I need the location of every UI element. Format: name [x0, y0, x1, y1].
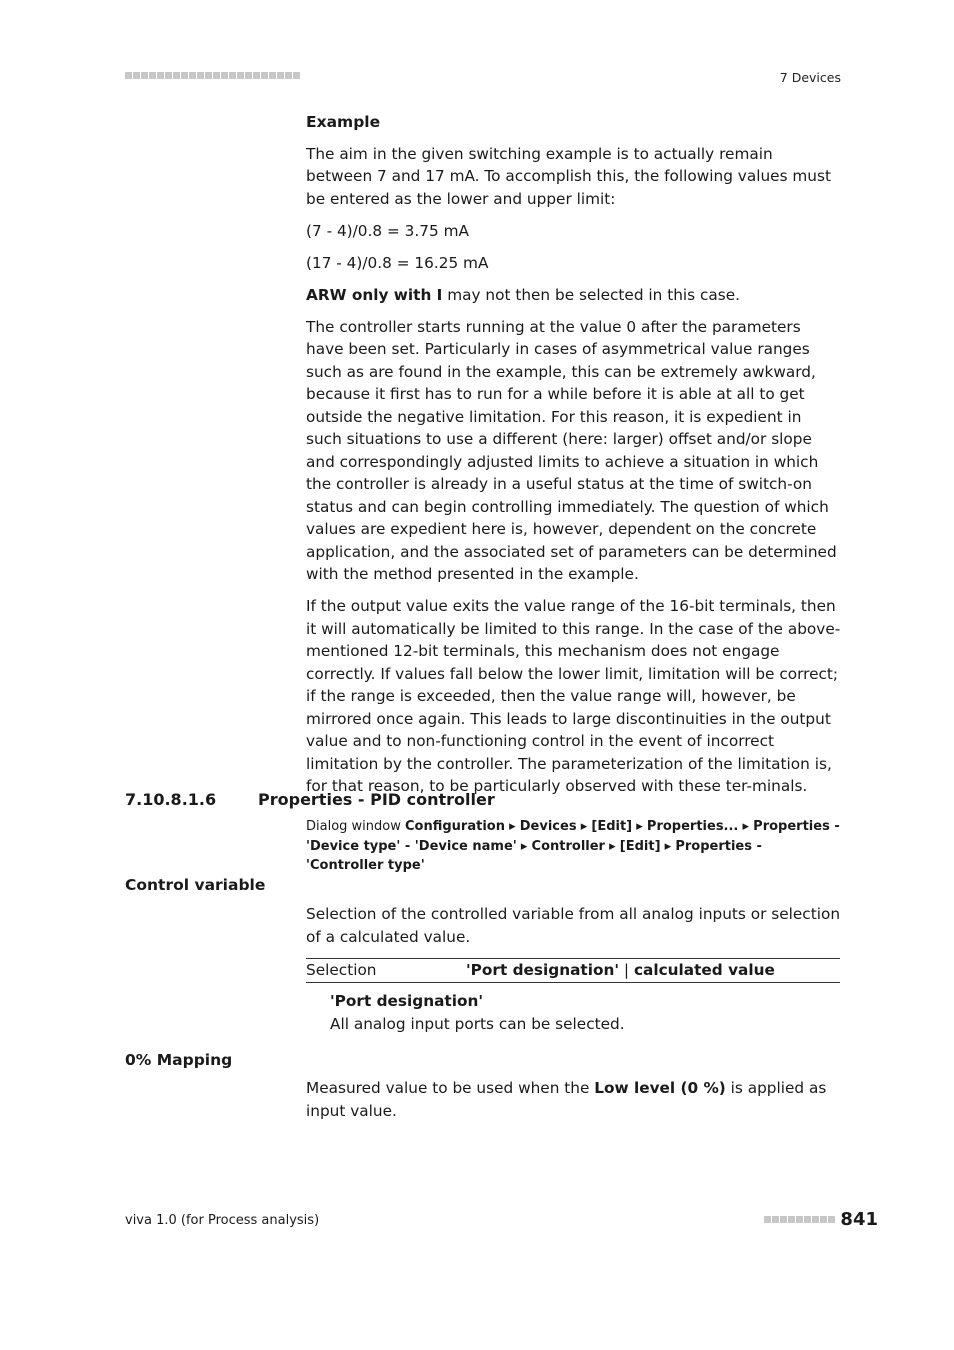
path-item: Controller	[531, 838, 605, 854]
path-separator: ▸	[504, 819, 520, 834]
arw-note	[306, 284, 842, 307]
footer-page	[764, 1209, 878, 1230]
mapping-desc	[306, 1077, 842, 1122]
option-separator: |	[619, 961, 634, 979]
arw-bold: ARW only with I	[306, 285, 443, 304]
mapping-text-bold: Low level (0 %)	[594, 1079, 726, 1097]
selection-options	[466, 959, 775, 981]
section-number: 7.10.8.1.6	[125, 790, 217, 809]
mapping-text-before: Measured value to be used when the	[306, 1079, 595, 1097]
path-item: Properties...	[646, 819, 739, 834]
selection-table	[306, 958, 840, 983]
path-item: [Edit]	[591, 819, 633, 834]
section-heading	[125, 790, 495, 809]
header-decoration	[125, 72, 300, 79]
option-port-designation: 'Port designation'	[466, 961, 620, 979]
chapter-title: 7 Devices	[779, 70, 841, 85]
formula-lower: (7 - 4)/0.8 = 3.75 mA	[306, 221, 469, 240]
mapping-label: 0% Mapping	[125, 1051, 233, 1069]
option-calculated-value: calculated value	[633, 961, 775, 979]
output-range-paragraph: If the output value exits the value range of the 16-bit terminals, then it will automatically be limited to this range. In the case of the above-mentioned 12-bit terminals, this mechanism does not engage correctly. If values fall below the lower limit, limitation will be correct; if the range is exceeded, then the value range will, however, be mirrored once again. This leads to large discontinuities in the output value and to non-functioning control in the event of incorrect limitation by the controller. The parameterization of the limitation is, for that reason, to be particularly observed with these ter-minals.	[306, 597, 841, 795]
dialog-path	[306, 817, 842, 876]
path-item: Configuration	[405, 819, 505, 834]
arw-rest: may not then be selected in this case.	[442, 285, 741, 304]
path-separator: ▸	[660, 838, 676, 854]
selection-label: Selection	[306, 961, 377, 979]
control-variable-label: Control variable	[125, 876, 266, 894]
path-item: Properties - 'Controller type'	[306, 838, 762, 873]
control-variable-desc	[306, 903, 842, 948]
dialog-prefix: Dialog window	[306, 819, 405, 834]
port-designation-block	[330, 990, 840, 1035]
path-separator: ▸	[738, 819, 754, 834]
path-separator: ▸	[516, 838, 532, 854]
path-separator: ▸	[604, 838, 620, 854]
control-variable-text: Selection of the controlled variable from all analog inputs or selection of a calculated value.	[306, 905, 841, 946]
path-separator: ▸	[632, 819, 647, 834]
mapping-text	[306, 1077, 842, 1122]
mapping-text-after: is applied as input value.	[306, 1079, 827, 1120]
path-separator: ▸	[576, 819, 592, 834]
example-intro: The aim in the given switching example is to actually remain between 7 and 17 mA. To accomplish this, the following values must be entered as the lower and upper limit:	[306, 144, 831, 208]
formula-upper: (17 - 4)/0.8 = 16.25 mA	[306, 253, 489, 272]
footer-decoration	[764, 1216, 835, 1223]
path-item: [Edit]	[619, 838, 661, 854]
port-designation-title: 'Port designation'	[330, 992, 484, 1010]
controller-start-paragraph: The controller starts running at the value 0 after the parameters have been set. Particularly in cases of asymmetrical value ranges such as are found in the example, this can be extremely awkward, because it first has to run for a while before it is able at all to get outside the negative limitation. For this reason, it is expedient in such situations to use a different (here: larger) offset and/or slope and correspondingly adjusted limits to achieve a situation in which the controller is already in a useful status at the time of switch-on status and can begin controlling immediately. The question of which values are expedient here is, however, dependent on the concrete application, and the associated set of parameters can be determined with the method presented in the example.	[306, 317, 837, 583]
port-designation-desc: All analog input ports can be selected.	[330, 1014, 625, 1033]
example-block	[306, 111, 842, 807]
path-item: Devices	[519, 819, 577, 834]
example-heading: Example	[306, 113, 381, 131]
page-number: 841	[840, 1209, 878, 1230]
section-title: Properties - PID controller	[258, 790, 495, 809]
footer-product: viva 1.0 (for Process analysis)	[125, 1213, 320, 1228]
path-item: Properties - 'Device type' - 'Device name'	[306, 819, 840, 854]
